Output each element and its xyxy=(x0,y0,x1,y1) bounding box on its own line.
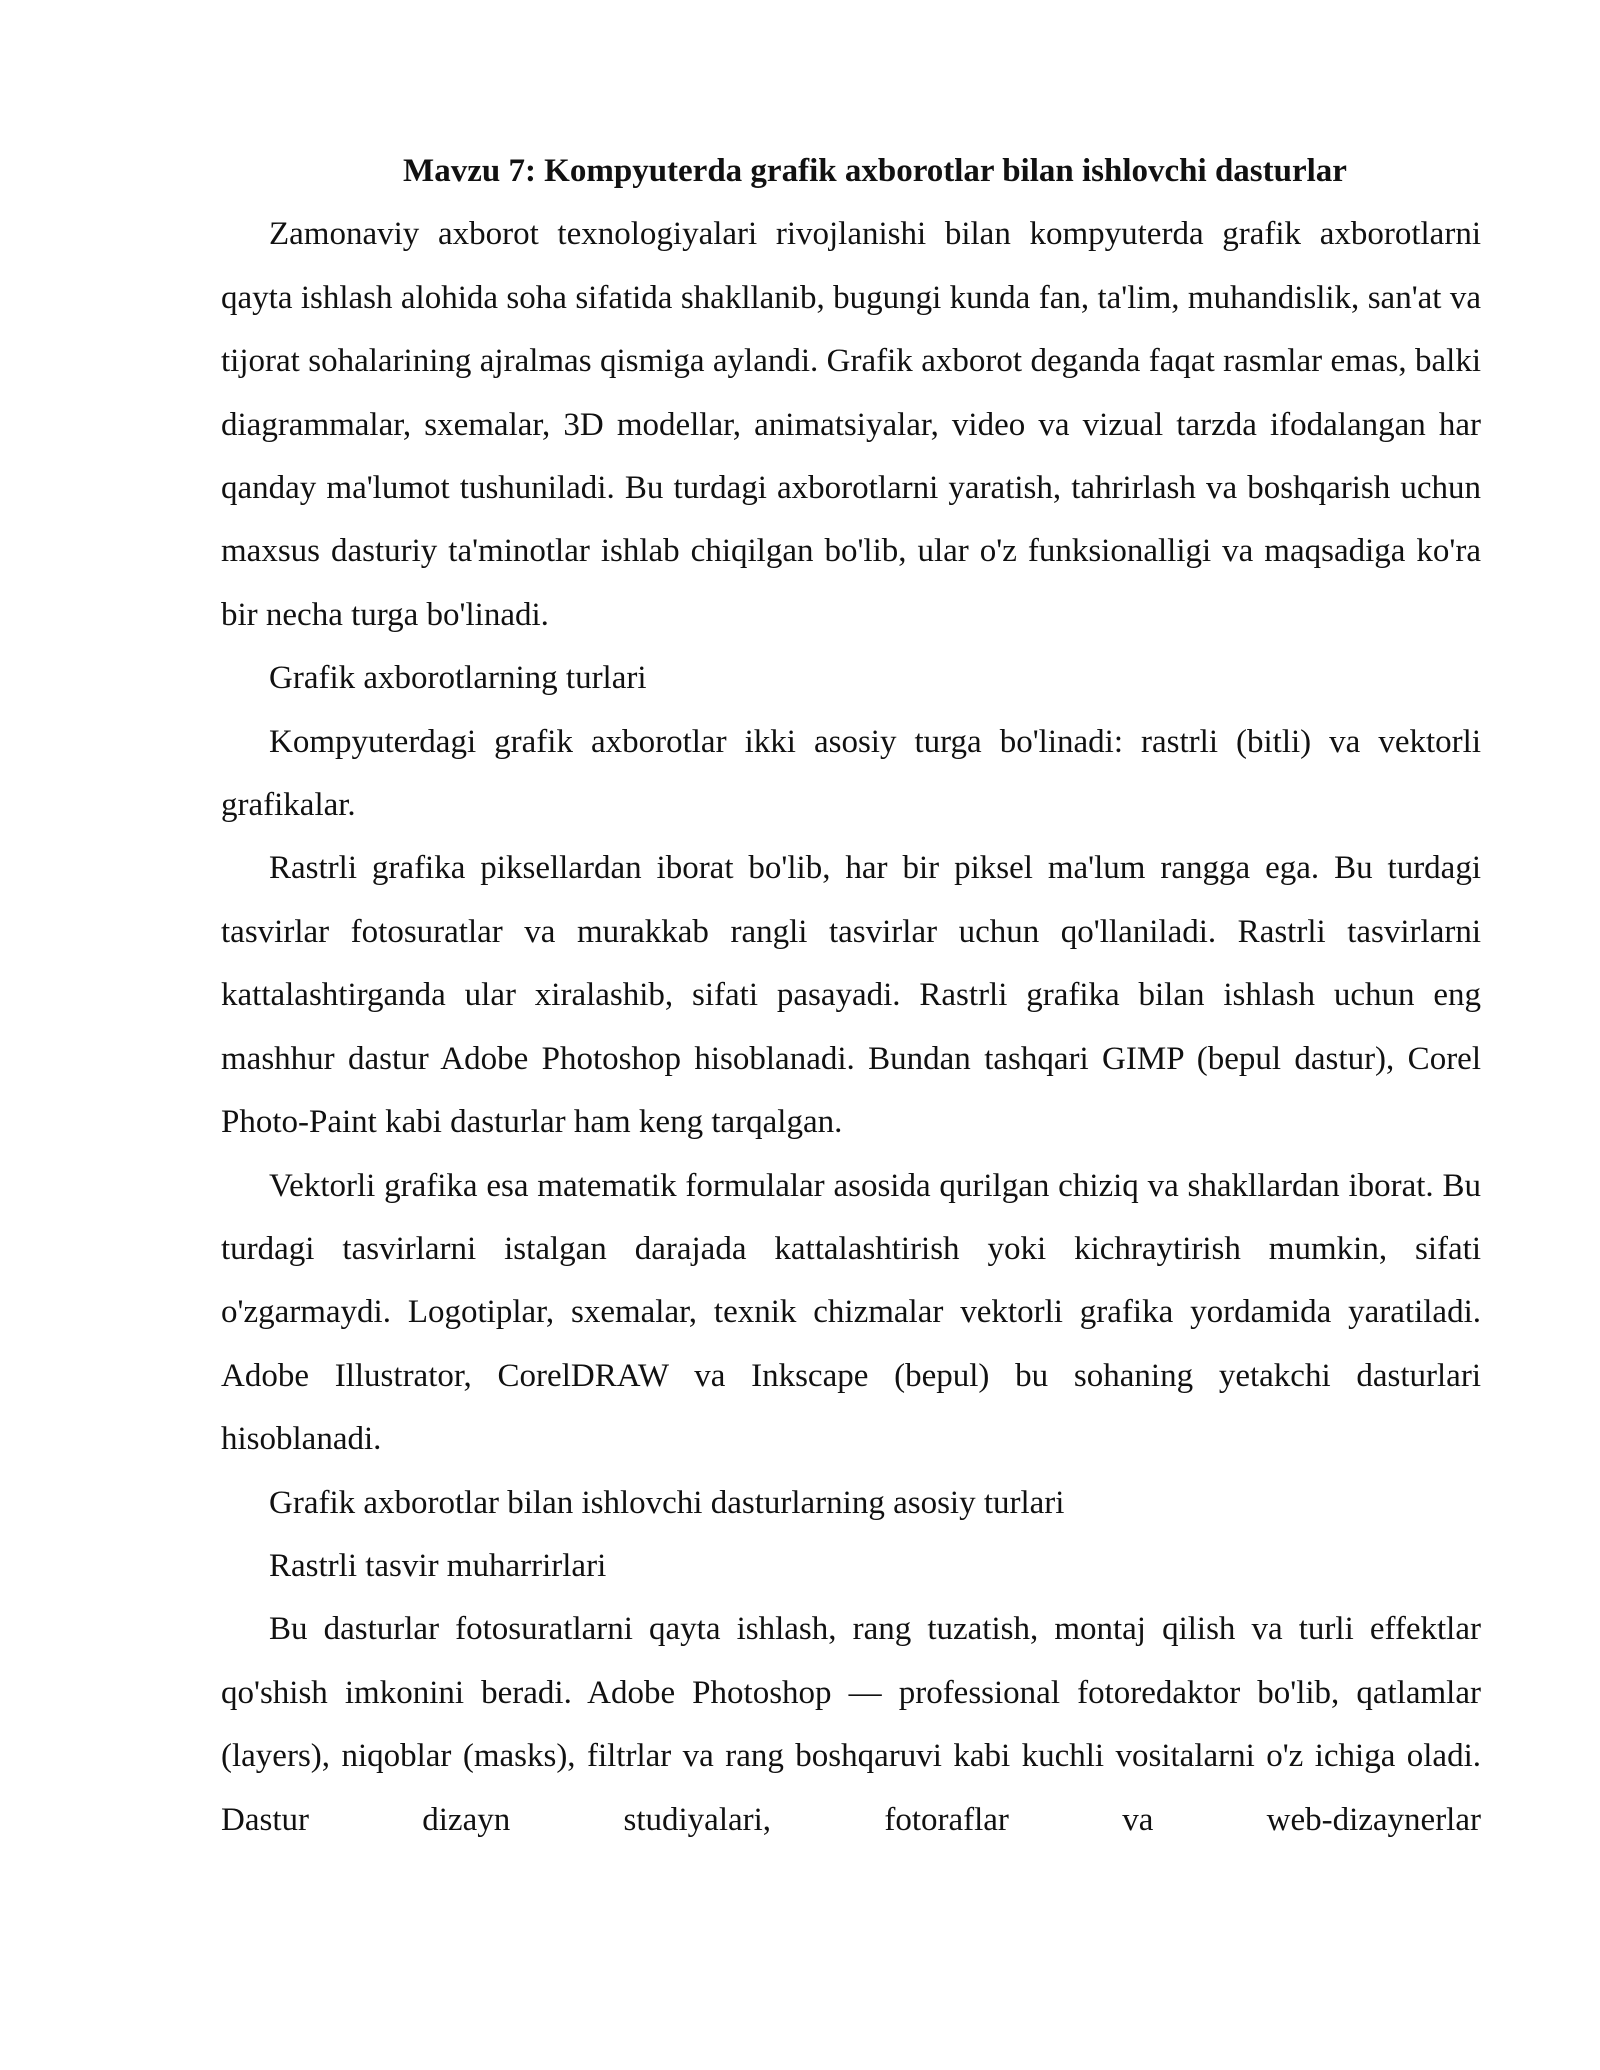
document-body xyxy=(221,140,1481,1852)
paragraph-raster-editors: Bu dasturlar fotosuratlarni qayta ishlash, rang tuzatish, montaj qilish va turli effektlar qo'shish imkonini beradi. Adobe Photoshop — professional fotoredaktor bo'lib, qatlamlar (layers), niqoblar (masks), filtrlar va rang boshqaruvi kabi kuchli vositalarni o'z ichiga oladi. Dastur dizayn studiyalari, fotoraflar va web-dizaynerlar xyxy=(221,1611,1481,1838)
paragraph-two-types: Kompyuterdagi grafik axborotlar ikki asosiy turga bo'linadi: rastrli (bitli) va vektorli grafikalar. xyxy=(221,723,1481,824)
paragraph-raster: Rastrli grafika piksellardan iborat bo'lib, har bir piksel ma'lum rangga ega. Bu turdagi tasvirlar fotosuratlar va murakkab rangli tasvirlar uchun qo'llaniladi. Rastrli tasvirlarni kattalashtirganda ular xiralashib, sifati pasayadi. Rastrli grafika bilan ishlash uchun eng mashhur dastur Adobe Photoshop hisoblanadi. Bundan tashqari GIMP (bepul dastur), Corel Photo-Paint kabi dasturlar ham keng tarqalgan. xyxy=(221,850,1481,1141)
subsection-heading-raster-editors: Rastrli tasvir muharrirlari xyxy=(269,1547,607,1584)
page-title: Mavzu 7: Kompyuterda grafik axborotlar bilan ishlovchi dasturlar xyxy=(403,153,1347,189)
section-heading-program-types: Grafik axborotlar bilan ishlovchi dasturlarning asosiy turlari xyxy=(269,1484,1065,1521)
paragraph-intro: Zamonaviy axborot texnologiyalari rivojlanishi bilan kompyuterda grafik axborotlarni qayta ishlash alohida soha sifatida shakllanib, bugungi kunda fan, ta'lim, muhandislik, san'at va tijorat sohalarining ajralmas qismiga aylandi. Grafik axborot deganda faqat rasmlar emas, balki diagrammalar, sxemalar, 3D modellar, animatsiyalar, video va vizual tarzda ifodalangan har qanday ma'lumot tushuniladi. Bu turdagi axborotlarni yaratish, tahrirlash va boshqarish uchun maxsus dasturiy ta'minotlar ishlab chiqilgan bo'lib, ular o'z funksionalligi va maqsadiga ko'ra bir necha turga bo'linadi. xyxy=(221,216,1481,633)
paragraph-vector: Vektorli grafika esa matematik formulalar asosida qurilgan chiziq va shakllardan iborat. Bu turdagi tasvirlarni istalgan darajada kattalashtirish yoki kichraytirish mumkin, sifati o'zgarmaydi. Logotiplar, sxemalar, texnik chizmalar vektorli grafika yordamida yaratiladi. Adobe Illustrator, CorelDRAW va Inkscape (bepul) bu sohaning yetakchi dasturlari hisoblanadi. xyxy=(221,1167,1481,1458)
section-heading-graphic-types: Grafik axborotlarning turlari xyxy=(269,660,647,697)
